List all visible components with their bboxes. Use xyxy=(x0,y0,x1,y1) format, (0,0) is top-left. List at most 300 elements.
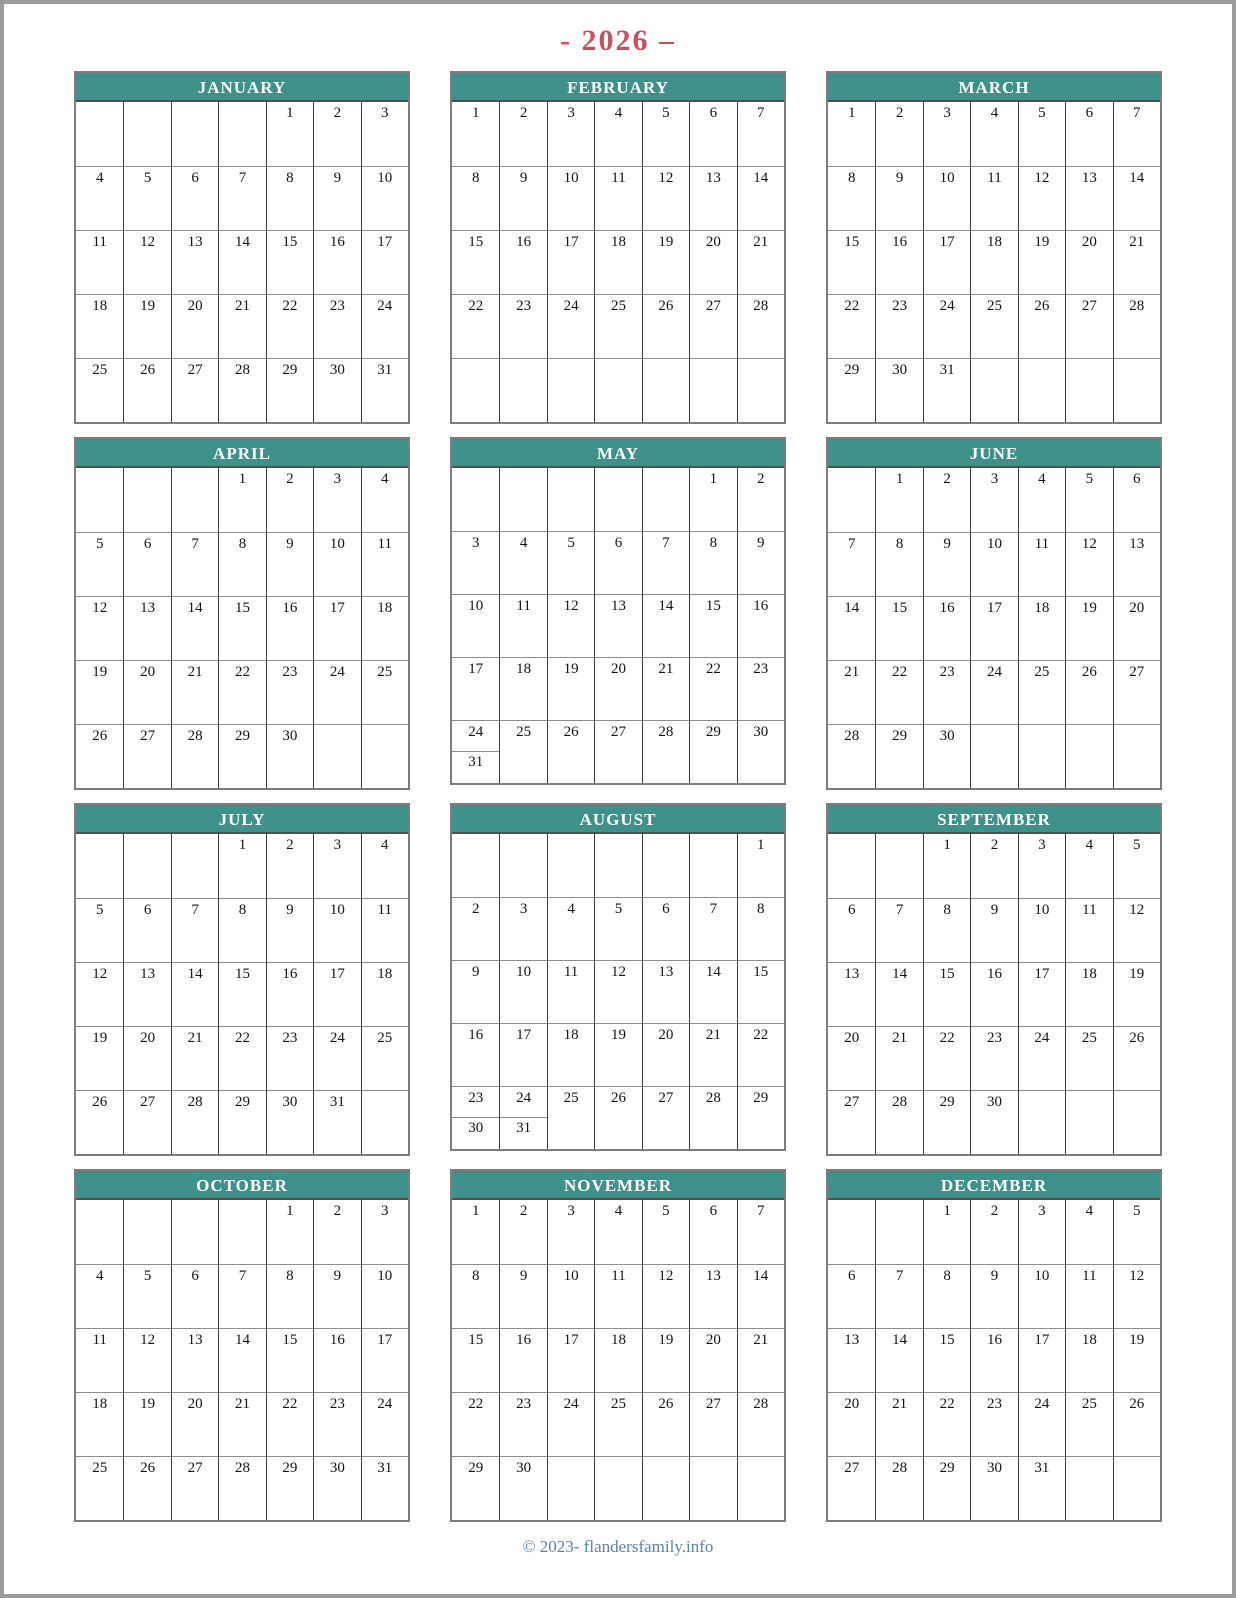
day-cell: 10 xyxy=(499,960,546,1023)
empty-day-cell xyxy=(1113,724,1160,788)
day-cell: 28 xyxy=(875,1090,922,1154)
day-cell: 26 xyxy=(594,1086,641,1149)
day-cell: 12 xyxy=(642,166,689,230)
day-cell: 7 xyxy=(171,898,218,962)
empty-day-cell xyxy=(1018,1090,1065,1154)
day-cell: 10 xyxy=(452,594,499,657)
day-cell: 16 xyxy=(875,230,922,294)
day-cell: 9 xyxy=(313,1264,360,1328)
day-cell: 11 xyxy=(594,166,641,230)
empty-day-cell xyxy=(547,834,594,897)
day-cell: 15 xyxy=(218,596,265,660)
empty-day-cell xyxy=(689,358,736,422)
day-cell: 9 xyxy=(452,960,499,1023)
day-cell: 15 xyxy=(828,230,875,294)
day-cell: 15 xyxy=(266,1328,313,1392)
day-cell: 30 xyxy=(875,358,922,422)
day-cell: 29 xyxy=(737,1086,784,1149)
day-cell: 4 xyxy=(76,166,123,230)
day-cell: 12 xyxy=(1113,898,1160,962)
day-cell: 2 xyxy=(923,468,970,532)
day-cell: 16 xyxy=(266,596,313,660)
day-cell: 29 xyxy=(689,720,736,783)
day-cell: 23 xyxy=(970,1026,1017,1090)
empty-day-cell xyxy=(642,358,689,422)
day-cell: 25 xyxy=(76,358,123,422)
day-cell: 25 xyxy=(1065,1026,1112,1090)
empty-day-cell xyxy=(875,834,922,898)
day-cell: 26 xyxy=(1113,1392,1160,1456)
day-cell: 13 xyxy=(1065,166,1112,230)
month-days xyxy=(452,1200,784,1520)
day-cell: 29 xyxy=(452,1456,499,1520)
empty-day-cell xyxy=(1113,1456,1160,1520)
empty-day-cell xyxy=(642,834,689,897)
day-cell: 9 xyxy=(266,532,313,596)
day-cell: 13 xyxy=(828,1328,875,1392)
day-cell: 24 xyxy=(313,1026,360,1090)
day-cell: 16 xyxy=(452,1023,499,1086)
day-cell: 3 xyxy=(313,834,360,898)
day-cell: 2 xyxy=(499,1200,546,1264)
day-cell: 11 xyxy=(1065,898,1112,962)
day-cell: 25 xyxy=(594,294,641,358)
day-cell: 11 xyxy=(76,1328,123,1392)
day-cell: 30 xyxy=(313,1456,360,1520)
day-cell: 5 xyxy=(642,1200,689,1264)
empty-day-cell xyxy=(123,1200,170,1264)
day-cell: 17 xyxy=(1018,1328,1065,1392)
day-cell: 30 xyxy=(266,1090,313,1154)
empty-day-cell xyxy=(970,724,1017,788)
day-cell: 5 xyxy=(123,1264,170,1328)
day-cell: 10 xyxy=(1018,898,1065,962)
month-days xyxy=(76,1200,408,1520)
day-cell: 12 xyxy=(594,960,641,1023)
day-cell: 8 xyxy=(923,1264,970,1328)
day-cell: 30 xyxy=(266,724,313,788)
day-cell: 1 xyxy=(923,1200,970,1264)
day-cell: 16 xyxy=(970,962,1017,1026)
day-cell: 14 xyxy=(218,1328,265,1392)
day-cell: 30 xyxy=(970,1456,1017,1520)
month-title: OCTOBER xyxy=(76,1171,408,1200)
day-cell: 9 xyxy=(499,166,546,230)
day-cell: 8 xyxy=(218,898,265,962)
day-cell: 1 xyxy=(847,105,856,121)
day-cell: 23 xyxy=(499,294,546,358)
day-cell: 4 xyxy=(594,102,641,166)
day-cell: 9 xyxy=(875,166,922,230)
day-cell: 18 xyxy=(970,230,1017,294)
day-cell: 22 xyxy=(737,1023,784,1086)
month-june xyxy=(826,437,1162,790)
day-cell: 7 xyxy=(875,898,922,962)
empty-day-cell xyxy=(1018,358,1065,422)
day-cell: 20 xyxy=(1113,596,1160,660)
day-cell: 24 xyxy=(1018,1392,1065,1456)
day-cell: 10 xyxy=(313,532,360,596)
month-days xyxy=(828,102,1160,422)
empty-day-cell xyxy=(171,1200,218,1264)
day-cell: 11 xyxy=(547,960,594,1023)
day-cell: 27 xyxy=(123,1090,170,1154)
empty-day-cell xyxy=(171,834,218,898)
day-cell: 7 xyxy=(642,531,689,594)
day-cell: 2 xyxy=(737,468,784,531)
day-cell: 10 xyxy=(547,166,594,230)
day-cell: 13 xyxy=(594,594,641,657)
empty-day-cell xyxy=(1113,1090,1160,1154)
day-cell: 11 xyxy=(361,898,408,962)
empty-day-cell xyxy=(828,1200,875,1264)
day-cell: 18 xyxy=(76,1392,123,1456)
empty-day-cell xyxy=(689,834,736,897)
day-cell: 25 xyxy=(361,660,408,724)
day-cell: 1 xyxy=(218,468,265,532)
day-cell: 2 xyxy=(970,834,1017,898)
day-cell: 29 xyxy=(266,1456,313,1520)
month-title: NOVEMBER xyxy=(452,1171,784,1200)
day-cell: 6 xyxy=(828,1264,875,1328)
day-cell: 16 xyxy=(266,962,313,1026)
month-title: MAY xyxy=(452,439,784,468)
day-cell: 27 xyxy=(642,1086,689,1149)
empty-day-cell xyxy=(689,1456,736,1520)
day-cell: 13 xyxy=(689,166,736,230)
month-april xyxy=(74,437,410,790)
day-cell: 15 xyxy=(452,1328,499,1392)
day-cell: 20 xyxy=(828,1026,875,1090)
day-cell: 28 xyxy=(689,1086,736,1149)
day-cell: 18 xyxy=(76,294,123,358)
empty-day-cell xyxy=(642,468,689,531)
day-cell: 11 xyxy=(970,166,1017,230)
day-cell: 21 xyxy=(737,1328,784,1392)
month-january xyxy=(74,71,410,424)
day-cell: 1 xyxy=(471,105,480,121)
day-cell: 12 xyxy=(1113,1264,1160,1328)
day-cell: 5 xyxy=(1018,102,1065,166)
day-cell: 3 xyxy=(499,897,546,960)
day-cell: 31 xyxy=(923,358,970,422)
day-cell: 3 xyxy=(1018,834,1065,898)
day-cell: 14 xyxy=(875,962,922,1026)
day-cell: 25 xyxy=(361,1026,408,1090)
day-cell: 14 xyxy=(737,166,784,230)
day-cell: 11 xyxy=(1065,1264,1112,1328)
day-cell: 25 xyxy=(594,1392,641,1456)
day-cell: 3 xyxy=(1018,1200,1065,1264)
day-cell: 19 xyxy=(1018,230,1065,294)
day-cell: 8 xyxy=(218,532,265,596)
day-cell: 3 xyxy=(970,468,1017,532)
day-cell: 12 xyxy=(642,1264,689,1328)
day-cell: 13 xyxy=(123,596,170,660)
day-cell: 19 xyxy=(642,230,689,294)
month-october xyxy=(74,1169,410,1522)
day-cell: 23 xyxy=(452,1087,499,1118)
day-cell: 14 xyxy=(828,596,875,660)
month-title: JULY xyxy=(76,805,408,834)
day-cell: 16 xyxy=(313,230,360,294)
day-cell: 9 xyxy=(313,166,360,230)
day-cell: 17 xyxy=(361,230,408,294)
day-cell: 1 xyxy=(266,102,313,166)
day-cell: 21 xyxy=(828,660,875,724)
day-cell: 22 xyxy=(452,1392,499,1456)
day-cell: 15 xyxy=(452,230,499,294)
day-cell: 17 xyxy=(1018,962,1065,1026)
day-cell: 19 xyxy=(76,1026,123,1090)
day-cell: 7 xyxy=(828,532,875,596)
split-day-cell xyxy=(452,720,499,783)
day-cell: 29 xyxy=(875,724,922,788)
day-cell: 28 xyxy=(875,1456,922,1520)
day-cell: 8 xyxy=(689,531,736,594)
day-cell: 19 xyxy=(547,657,594,720)
day-cell: 22 xyxy=(828,294,875,358)
day-cell: 24 xyxy=(970,660,1017,724)
day-cell: 6 xyxy=(1065,102,1112,166)
day-cell: 23 xyxy=(737,657,784,720)
empty-day-cell xyxy=(594,1456,641,1520)
empty-day-cell xyxy=(313,724,360,788)
day-cell: 22 xyxy=(218,660,265,724)
day-cell: 27 xyxy=(689,294,736,358)
day-cell: 4 xyxy=(1018,468,1065,532)
day-cell: 2 xyxy=(452,897,499,960)
day-cell: 14 xyxy=(642,594,689,657)
day-cell: 5 xyxy=(76,532,123,596)
day-cell: 17 xyxy=(499,1023,546,1086)
month-days xyxy=(828,1200,1160,1520)
empty-day-cell xyxy=(123,468,170,532)
day-cell: 14 xyxy=(171,962,218,1026)
empty-day-cell xyxy=(452,468,499,531)
day-cell: 12 xyxy=(547,594,594,657)
day-cell: 2 xyxy=(313,1200,360,1264)
day-cell: 2 xyxy=(875,102,922,166)
month-title: APRIL xyxy=(76,439,408,468)
day-cell: 25 xyxy=(1065,1392,1112,1456)
empty-day-cell xyxy=(76,468,123,532)
day-cell: 23 xyxy=(499,1392,546,1456)
empty-day-cell xyxy=(499,358,546,422)
day-cell: 8 xyxy=(452,1264,499,1328)
day-cell: 10 xyxy=(923,166,970,230)
day-cell: 11 xyxy=(361,532,408,596)
day-cell: 28 xyxy=(828,724,875,788)
day-cell: 15 xyxy=(875,596,922,660)
day-cell: 15 xyxy=(689,594,736,657)
day-cell: 3 xyxy=(361,1200,408,1264)
split-day-cell xyxy=(452,1086,499,1149)
day-cell: 31 xyxy=(516,1120,532,1136)
day-cell: 20 xyxy=(1065,230,1112,294)
day-cell: 28 xyxy=(737,294,784,358)
day-cell: 7 xyxy=(737,102,784,166)
day-cell: 11 xyxy=(76,230,123,294)
day-cell: 18 xyxy=(361,596,408,660)
day-cell: 30 xyxy=(468,1120,484,1136)
day-cell: 26 xyxy=(1065,660,1112,724)
day-cell: 12 xyxy=(1018,166,1065,230)
day-cell: 24 xyxy=(313,660,360,724)
day-cell: 19 xyxy=(594,1023,641,1086)
day-cell: 26 xyxy=(642,1392,689,1456)
day-cell: 31 xyxy=(468,754,484,770)
day-cell: 5 xyxy=(1113,834,1160,898)
day-cell: 6 xyxy=(642,897,689,960)
day-cell: 27 xyxy=(828,1090,875,1154)
month-november xyxy=(450,1169,786,1522)
day-cell: 20 xyxy=(171,294,218,358)
empty-day-cell xyxy=(737,1456,784,1520)
empty-day-cell xyxy=(171,468,218,532)
day-cell: 7 xyxy=(875,1264,922,1328)
months-grid xyxy=(4,71,1232,1522)
month-days xyxy=(452,102,784,422)
day-cell: 24 xyxy=(547,1392,594,1456)
day-cell: 28 xyxy=(171,724,218,788)
day-cell: 15 xyxy=(737,960,784,1023)
day-cell: 14 xyxy=(171,596,218,660)
day-cell: 6 xyxy=(171,166,218,230)
empty-day-cell xyxy=(1065,724,1112,788)
day-cell: 2 xyxy=(313,102,360,166)
day-cell: 14 xyxy=(1113,166,1160,230)
copyright-text: © 2023- flandersfamily.info xyxy=(522,1537,714,1556)
empty-day-cell xyxy=(218,1200,265,1264)
day-cell: 25 xyxy=(499,720,546,783)
day-cell: 29 xyxy=(828,358,875,422)
day-cell: 3 xyxy=(361,102,408,166)
day-cell: 27 xyxy=(1065,294,1112,358)
month-december xyxy=(826,1169,1162,1522)
day-cell: 30 xyxy=(970,1090,1017,1154)
split-day-cell xyxy=(499,1086,546,1149)
day-cell: 8 xyxy=(875,532,922,596)
day-cell: 26 xyxy=(76,724,123,788)
month-title: MARCH xyxy=(828,73,1160,102)
day-cell: 27 xyxy=(123,724,170,788)
empty-day-cell xyxy=(1113,358,1160,422)
day-cell: 29 xyxy=(218,724,265,788)
day-cell: 28 xyxy=(218,1456,265,1520)
day-cell: 3 xyxy=(313,468,360,532)
day-cell: 16 xyxy=(737,594,784,657)
day-cell: 12 xyxy=(76,596,123,660)
day-cell: 17 xyxy=(923,230,970,294)
day-cell: 21 xyxy=(875,1392,922,1456)
empty-day-cell xyxy=(499,834,546,897)
day-cell: 25 xyxy=(76,1456,123,1520)
month-september xyxy=(826,803,1162,1156)
day-cell: 1 xyxy=(689,468,736,531)
day-cell: 2 xyxy=(499,102,546,166)
day-cell: 4 xyxy=(547,897,594,960)
month-title: FEBRUARY xyxy=(452,73,784,102)
day-cell: 4 xyxy=(970,102,1017,166)
day-cell: 9 xyxy=(266,898,313,962)
day-cell: 24 xyxy=(361,1392,408,1456)
day-cell: 17 xyxy=(547,1328,594,1392)
day-cell: 29 xyxy=(266,358,313,422)
month-days xyxy=(452,834,784,1149)
day-cell: 7 xyxy=(737,1200,784,1264)
day-cell: 10 xyxy=(361,166,408,230)
day-cell: 23 xyxy=(875,294,922,358)
day-cell: 24 xyxy=(361,294,408,358)
day-cell: 24 xyxy=(923,294,970,358)
month-july xyxy=(74,803,410,1156)
day-cell: 7 xyxy=(1113,102,1160,166)
day-cell: 20 xyxy=(689,230,736,294)
day-cell: 20 xyxy=(171,1392,218,1456)
day-cell: 6 xyxy=(123,532,170,596)
day-cell: 20 xyxy=(642,1023,689,1086)
day-cell: 24 xyxy=(547,294,594,358)
empty-day-cell xyxy=(1065,1090,1112,1154)
month-title: JANUARY xyxy=(76,73,408,102)
day-cell: 21 xyxy=(1113,230,1160,294)
day-cell: 28 xyxy=(737,1392,784,1456)
day-cell: 4 xyxy=(1065,1200,1112,1264)
day-cell: 5 xyxy=(547,531,594,594)
day-cell: 13 xyxy=(123,962,170,1026)
day-cell: 21 xyxy=(171,1026,218,1090)
day-cell: 4 xyxy=(594,1200,641,1264)
day-cell: 16 xyxy=(923,596,970,660)
day-cell: 26 xyxy=(1018,294,1065,358)
day-cell: 27 xyxy=(1113,660,1160,724)
day-cell: 31 xyxy=(1018,1456,1065,1520)
day-cell: 9 xyxy=(499,1264,546,1328)
day-cell: 4 xyxy=(1065,834,1112,898)
day-cell: 15 xyxy=(923,962,970,1026)
day-cell: 22 xyxy=(266,294,313,358)
day-cell: 27 xyxy=(689,1392,736,1456)
day-cell: 17 xyxy=(970,596,1017,660)
empty-day-cell xyxy=(76,102,123,166)
day-cell: 22 xyxy=(218,1026,265,1090)
empty-day-cell xyxy=(1065,1456,1112,1520)
day-cell: 26 xyxy=(123,358,170,422)
empty-day-cell xyxy=(547,358,594,422)
day-cell: 7 xyxy=(218,166,265,230)
day-cell: 19 xyxy=(642,1328,689,1392)
day-cell: 14 xyxy=(218,230,265,294)
day-cell: 19 xyxy=(123,294,170,358)
empty-day-cell xyxy=(76,1200,123,1264)
day-cell: 23 xyxy=(266,1026,313,1090)
day-cell: 19 xyxy=(1113,962,1160,1026)
day-cell: 24 xyxy=(500,1087,546,1118)
day-cell: 5 xyxy=(123,166,170,230)
day-cell: 7 xyxy=(689,897,736,960)
day-cell: 18 xyxy=(1018,596,1065,660)
empty-day-cell xyxy=(547,1456,594,1520)
day-cell: 10 xyxy=(361,1264,408,1328)
day-cell: 21 xyxy=(875,1026,922,1090)
day-cell: 16 xyxy=(313,1328,360,1392)
day-cell: 8 xyxy=(828,166,875,230)
day-cell: 31 xyxy=(313,1090,360,1154)
day-cell: 5 xyxy=(76,898,123,962)
day-cell: 5 xyxy=(642,102,689,166)
empty-day-cell xyxy=(123,834,170,898)
